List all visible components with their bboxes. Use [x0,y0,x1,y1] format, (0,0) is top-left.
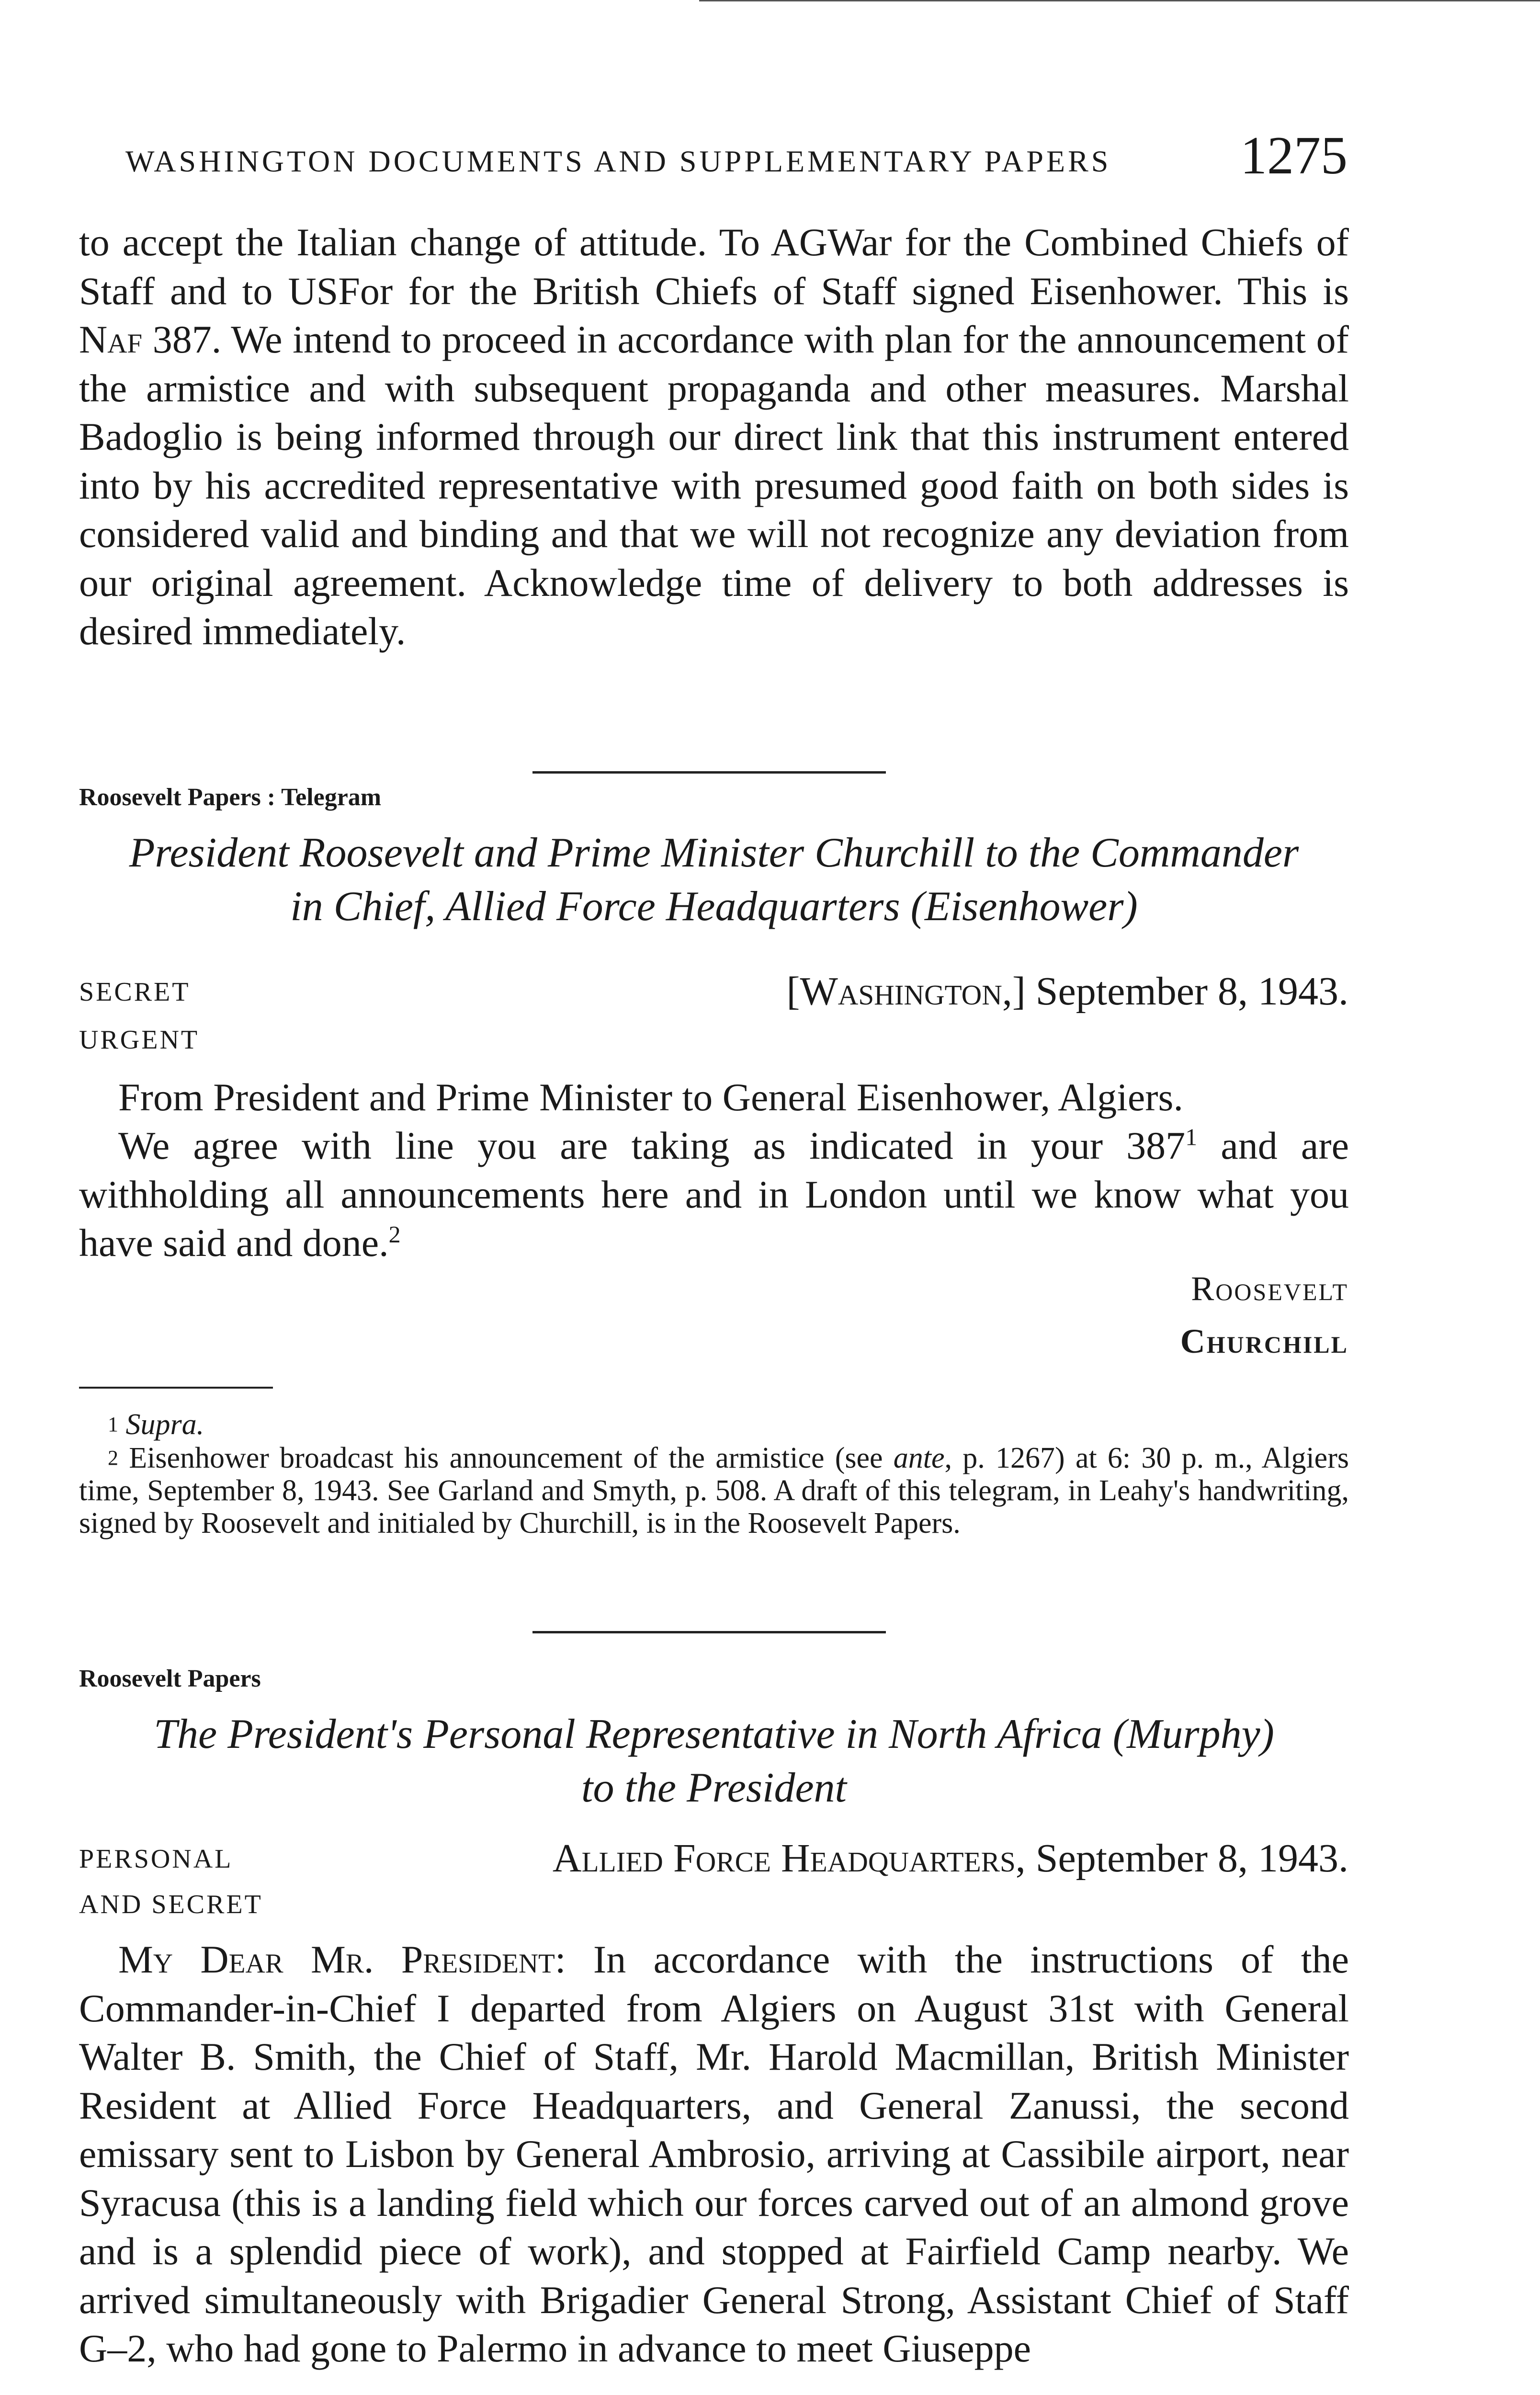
doc1-body: We agree with line you are taking as indicated in your 387$^1$ and are withholding all announcements here and in London until we know what you have said and done.$^2$ [79,1123,1349,1265]
doc1-classification-urgent: URGENT [79,1025,200,1055]
running-head [125,126,1348,188]
continued-paragraph: to accept the Italian change of attitude. To AGWar for the Combined Chiefs of Staff and to USFor for the British Chiefs of Staff signed Eisenhower. This is Naf 387. We intend to proceed in accordance with plan for the announcement of the armistice and with subsequent propaganda and other measures. Marshal Badoglio is being informed through our direct link that this instrument entered into by his accredited representative with presumed good faith on both sides is considered valid and binding and that we will not recognize any deviation from our original agreement. Acknowledge time of delivery to both addresses is desired immediately. [79,220,1349,653]
footnote-ref-2: 2 [388,1220,401,1248]
footnote-2: $^2$ Eisenhower broadcast his announcement of the armistice (see ante, p. 1267) at 6: 30 p. m., Algiers time, September 8, 1943. See Garland and Smyth, p. 508. A draft of this telegram, in Leahy's handwriting, signed by Roosevelt and initialed by Churchill, is in the Roosevelt Papers. [79,1442,1349,1540]
doc1-source: Roosevelt Papers : Telegram [79,784,382,811]
naf-small-caps: Naf [79,318,143,361]
doc2-title [79,1708,1349,1815]
section-divider [532,771,886,774]
doc1-title-line2: in Chief, Allied Force Headquarters (Eisenhower) [290,883,1138,930]
doc2-body: My Dear Mr. President: In accordance with the instructions of the Commander-in-Chief I departed from Algiers on August 31st with General Walter B. Smith, the Chief of Staff, Mr. Harold Macmillan, British Minister Resident at Allied Force Headquarters, and General Zanussi, the second emissary sent to Lisbon by General Ambrosio, arriving at Cassibile airport, near Syracusa (this is a landing field which our forces carved out of an almond grove and is a splendid piece of work), and stopped at Fairfield Camp nearby. We arrived simultaneously with Brigadier General Strong, Assistant Chief of Staff G–2, who had gone to Palermo in advance to meet Giuseppe [79,1938,1349,2370]
footnote-ref-1: 1 [1185,1123,1198,1151]
top-edge-line [699,0,1540,1]
doc1-classification-secret: SECRET [79,977,191,1007]
doc1-title [79,826,1349,934]
footnote-1: $^1$ Supra. [108,1408,204,1441]
doc2-classification-secret: AND SECRET [79,1890,263,1919]
footnote-rule [79,1387,273,1389]
doc2-classification-personal: PERSONAL [79,1844,233,1874]
running-head-title: WASHINGTON DOCUMENTS AND SUPPLEMENTARY PAPERS [125,144,1111,178]
signature-roosevelt: Roosevelt [1191,1269,1348,1308]
doc1-body-line1: From President and Prime Minister to General Eisenhower, Algiers. [118,1075,1183,1119]
doc2-source: Roosevelt Papers [79,1665,261,1692]
signature-churchill: Churchill [1180,1322,1348,1360]
doc2-dateline: Allied Force Headquarters, September 8, 1943. [552,1836,1348,1881]
salutation: My Dear Mr. President [118,1938,555,1981]
doc1-title-line1: President Roosevelt and Prime Minister Churchill to the Commander [129,830,1299,876]
doc2-title-line1: The President's Personal Representative in North Africa (Murphy) [154,1711,1274,1757]
doc1-dateline: [Washington,] September 8, 1943. [786,969,1348,1014]
section-divider-2 [532,1631,886,1633]
page-number: 1275 [1240,126,1348,185]
doc2-title-line2: to the President [581,1765,847,1811]
